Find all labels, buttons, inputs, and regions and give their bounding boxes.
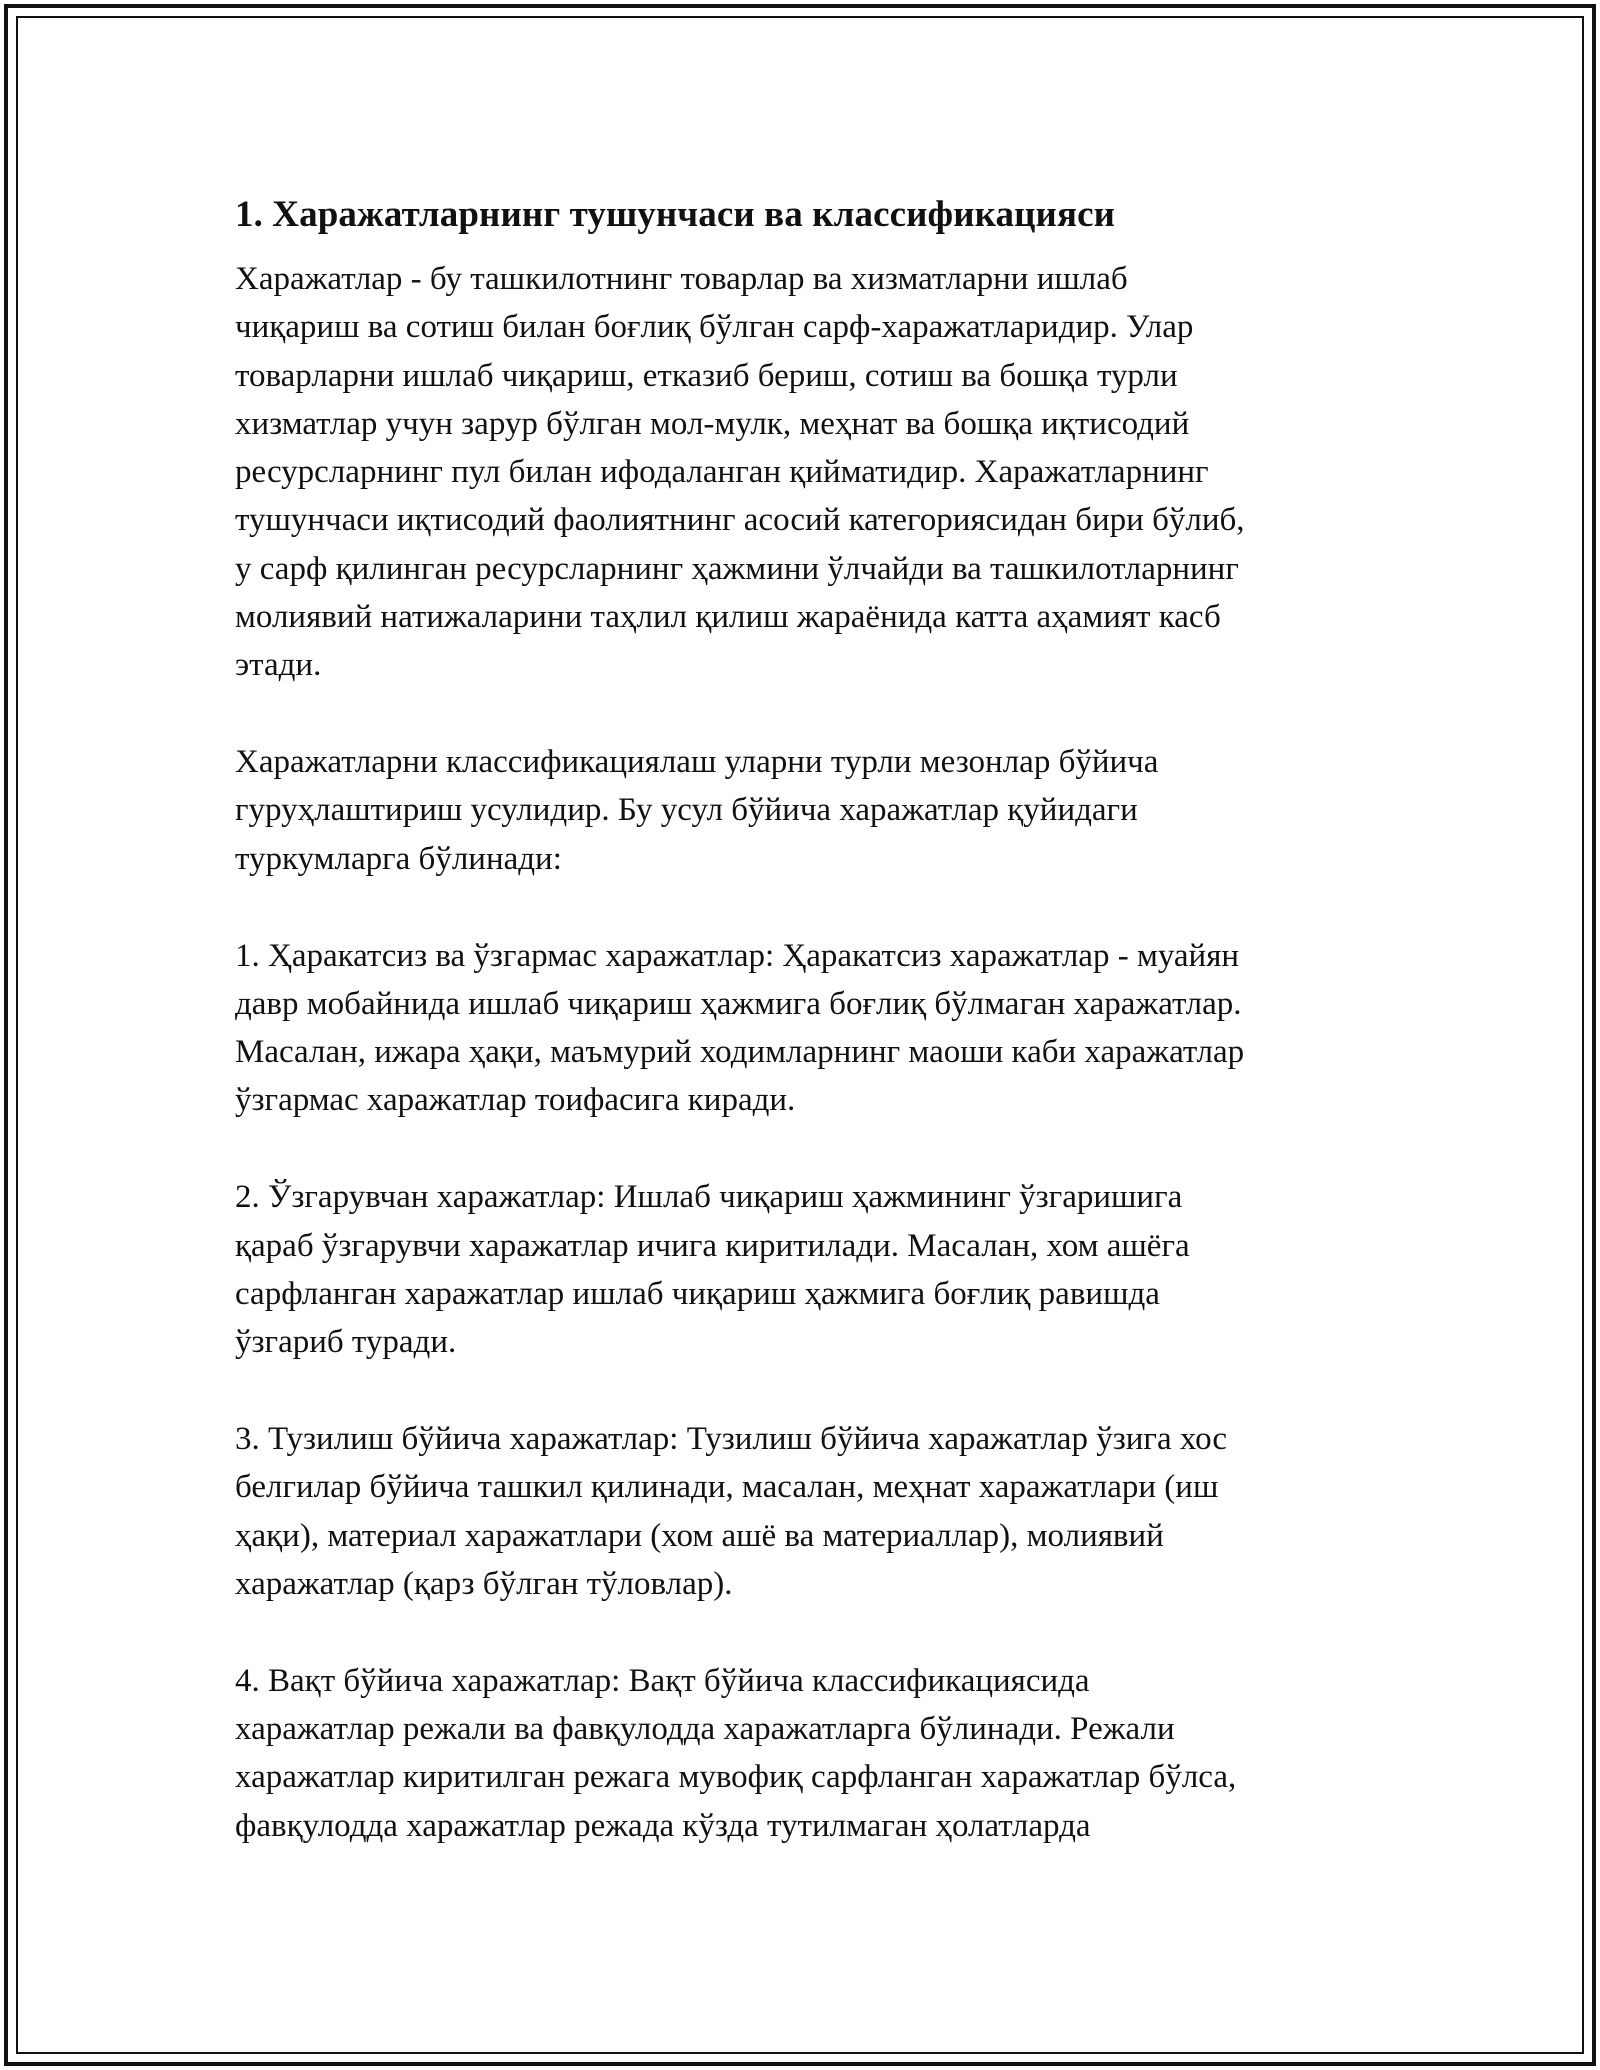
paragraph-classification-intro: [235, 738, 1385, 883]
text-line: 3. Тузилиш бўйича харажатлар: Тузилиш бўйича харажатлар ўзига хос: [235, 1420, 1228, 1457]
text-line: харажатлар режали ва фавқулодда харажатларга бўлинади. Режали: [235, 1710, 1175, 1747]
text-line: тушунчаси иқтисодий фаолиятнинг асосий категориясидан бири бўлиб,: [235, 502, 1245, 539]
text-line: этади.: [235, 647, 322, 684]
text-line: 4. Вақт бўйича харажатлар: Вақт бўйича классификациясида: [235, 1662, 1090, 1699]
text-line: фавқулодда харажатлар режада кўзда тутилмаган ҳолатларда: [235, 1807, 1091, 1844]
paragraph-item-3: [235, 1415, 1385, 1608]
section-heading: 1. Харажатларнинг тушунчаси ва классификацияси: [235, 194, 1116, 235]
text-line: хизматлар учун зарур бўлган мол-мулк, меҳнат ва бошқа иқтисодий: [235, 405, 1190, 442]
text-line: туркумларга бўлинади:: [235, 840, 562, 877]
text-line: Харажатларни классификациялаш уларни турли мезонлар бўйича: [235, 744, 1159, 781]
text-line: чиқариш ва сотиш билан боғлиқ бўлган сарф-харажатларидир. Улар: [235, 309, 1194, 346]
text-line: ресурсларнинг пул билан ифодаланган қийматидир. Харажатларнинг: [235, 454, 1209, 491]
paragraph-definition: [235, 255, 1385, 690]
text-line: у сарф қилинган ресурсларнинг ҳажмини ўлчайди ва ташкилотларнинг: [235, 550, 1239, 587]
text-line: давр мобайнида ишлаб чиқариш ҳажмига боғлиқ бўлмаган харажатлар.: [235, 985, 1242, 1022]
text-line: белгилар бўйича ташкил қилинади, масалан, меҳнат харажатлари (иш: [235, 1469, 1219, 1506]
text-line: қараб ўзгарувчи харажатлар ичига киритилади. Масалан, хом ашёга: [235, 1227, 1190, 1264]
text-line: товарларни ишлаб чиқариш, етказиб бериш, сотиш ва бошқа турли: [235, 357, 1178, 394]
paragraph-item-1: [235, 932, 1385, 1125]
text-line: Харажатлар - бу ташкилотнинг товарлар ва хизматларни ишлаб: [235, 261, 1128, 297]
text-line: харажатлар киритилган режага мувофиқ сарфланган харажатлар бўлса,: [235, 1759, 1237, 1796]
text-line: харажатлар (қарз бўлган тўловлар).: [235, 1565, 733, 1602]
document-body: [235, 185, 1385, 1898]
text-line: Масалан, ижара ҳақи, маъмурий ходимларнинг маоши каби харажатлар: [235, 1034, 1245, 1071]
text-line: ўзгариб туради.: [235, 1324, 457, 1361]
paragraph-item-4: [235, 1657, 1385, 1850]
text-line: сарфланган харажатлар ишлаб чиқариш ҳажмига боғлиқ равишда: [235, 1275, 1160, 1312]
text-line: гуруҳлаштириш усулидир. Бу усул бўйича харажатлар қуйидаги: [235, 792, 1138, 829]
text-line: 1. Ҳаракатсиз ва ўзгармас харажатлар: Ҳаракатсиз харажатлар - муайян: [235, 937, 1240, 974]
text-line: молиявий натижаларини таҳлил қилиш жараёнида катта аҳамият касб: [235, 599, 1221, 636]
text-line: ўзгармас харажатлар тоифасига киради.: [235, 1082, 796, 1119]
text-line: ҳақи), материал харажатлари (хом ашё ва материаллар), молиявий: [235, 1517, 1164, 1554]
text-line: 2. Ўзгарувчан харажатлар: Ишлаб чиқариш ҳажмининг ўзгаришига: [235, 1179, 1183, 1216]
paragraph-item-2: [235, 1173, 1385, 1366]
